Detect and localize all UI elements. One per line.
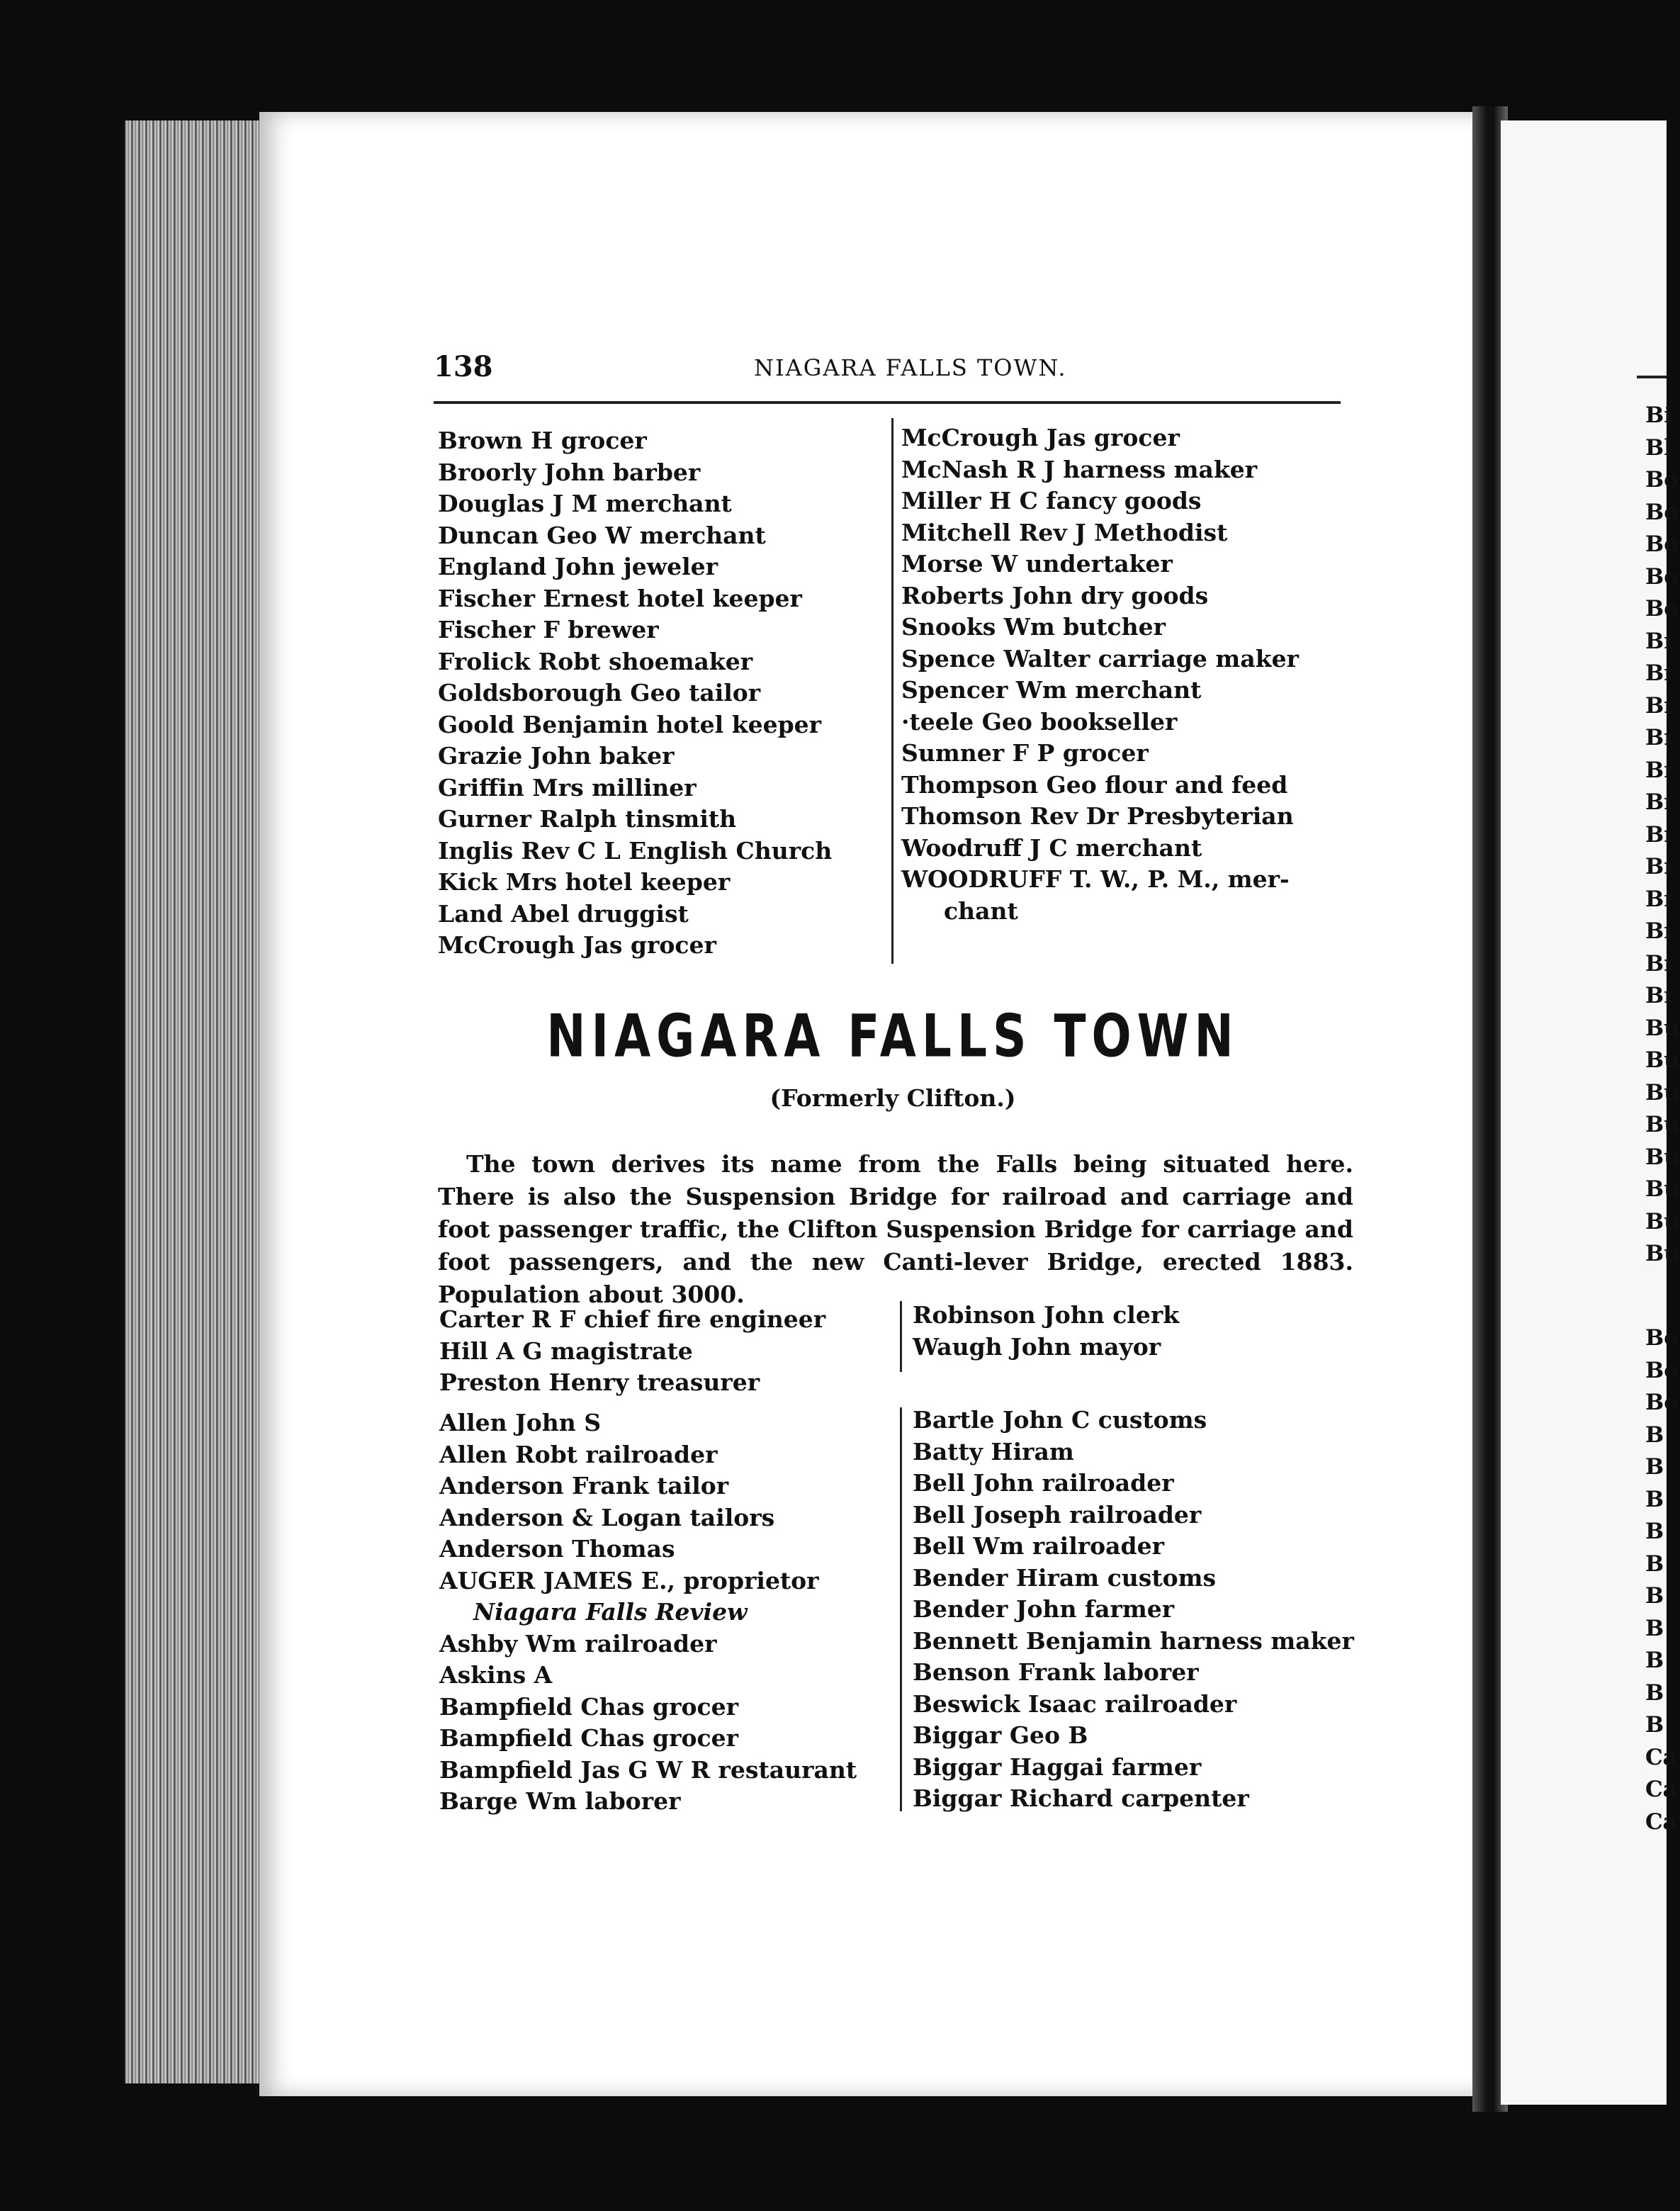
list-item: Woodruff J C merchant (901, 833, 1202, 862)
list-item: Br (1645, 725, 1676, 750)
list-item: Br (1645, 886, 1676, 912)
list-item: Ashby Wm railroader (439, 1629, 717, 1658)
list-item: Ca (1645, 1808, 1677, 1835)
top-right-column (901, 422, 1299, 927)
list-item: B (1645, 1519, 1664, 1544)
list-item: Allen John S (439, 1409, 602, 1436)
list-item: Allen Robt railroader (439, 1440, 718, 1468)
list-item: Sumner F P grocer (901, 739, 1149, 767)
list-item: Bu (1645, 1047, 1680, 1073)
list-item: Beswick Isaac railroader (913, 1689, 1237, 1718)
officials-right (913, 1300, 1179, 1363)
list-item: Kick Mrs hotel keeper (438, 868, 731, 896)
list-item: Bo (1645, 1390, 1679, 1415)
column-divider (900, 1301, 902, 1372)
list-item: Barge Wm laborer (439, 1787, 681, 1815)
list-item: Br (1645, 854, 1676, 879)
list-item: Bo (1645, 499, 1679, 525)
list-item: Carter R F chief fire engineer (439, 1305, 826, 1333)
list-item: Miller H C fancy goods (901, 487, 1202, 514)
list-item: Goold Benjamin hotel keeper (438, 710, 822, 738)
book-page-edges (125, 120, 266, 2083)
list-item: Inglis Rev C L English Church (438, 836, 833, 865)
list-item: Anderson Thomas (439, 1535, 675, 1563)
section-title: NIAGARA FALLS TOWN (546, 1002, 1239, 1071)
list-item: Bu (1645, 1015, 1680, 1041)
list-item: England John jeweler (438, 553, 718, 580)
list-item: Grazie John baker (438, 742, 675, 770)
list-item: Bo (1645, 563, 1679, 590)
list-item: Br (1645, 757, 1676, 783)
list-item: Frolick Robt shoemaker (438, 647, 753, 675)
list-item: Biggar Geo B (913, 1721, 1088, 1749)
list-item: Waugh John mayor (913, 1332, 1161, 1361)
page-number: 138 (434, 350, 493, 383)
list-item: Gurner Ralph tinsmith (438, 805, 737, 833)
list-item: Spencer Wm merchant (901, 676, 1202, 704)
list-item: Bampfield Chas grocer (439, 1724, 739, 1752)
list-item: Bu (1645, 1176, 1680, 1202)
list-item: Askins A (439, 1661, 553, 1689)
bottom-left-column (439, 1407, 857, 1818)
list-item: Br (1645, 950, 1676, 977)
list-item: B (1645, 1454, 1664, 1480)
list-item: Br (1645, 821, 1676, 848)
list-item: Bampfield Jas G W R restaurant (439, 1755, 857, 1784)
column-divider (891, 418, 893, 964)
list-item: Anderson & Logan tailors (439, 1503, 775, 1531)
list-item: Batty Hiram (913, 1437, 1074, 1465)
facing-page-top-fragments (1645, 400, 1680, 1271)
list-item: Bu (1645, 1241, 1680, 1266)
section-subtitle: (Formerly Clifton.) (769, 1084, 1016, 1112)
list-item: Bell Wm railroader (913, 1532, 1164, 1560)
list-item: Roberts John dry goods (901, 581, 1209, 609)
list-item: Bu (1645, 1208, 1680, 1234)
list-item: ·teele Geo bookseller (901, 707, 1178, 736)
list-item: McCrough Jas grocer (901, 424, 1180, 451)
list-item: Bo (1645, 1325, 1679, 1351)
paragraph-text: The town derives its name from the Falls being situated here. There is also the Suspension Bridge for railroad and carriage and foot passenger traffic, the Clifton Suspension Bridge for carriage and foot passengers, and the new Canti-lever Bridge, erected 1883. Population about 3000. (438, 1150, 1353, 1308)
right-page-partial (1501, 120, 1667, 2105)
list-item: Bennett Benjamin harness maker (913, 1626, 1354, 1655)
list-item: Benson Frank laborer (913, 1658, 1199, 1686)
officials-left (439, 1304, 825, 1399)
list-item: Bo (1645, 531, 1679, 557)
list-item: Fischer F brewer (438, 616, 659, 643)
list-item: B (1645, 1583, 1664, 1609)
list-item: WOODRUFF T. W., P. M., mer- (901, 865, 1290, 893)
list-item: Bender John farmer (913, 1595, 1175, 1623)
list-item: Niagara Falls Review (473, 1598, 748, 1626)
list-item: Bu (1645, 1079, 1680, 1106)
list-item: Bo (1645, 467, 1679, 493)
list-item: Ca (1645, 1744, 1677, 1770)
list-item: Douglas J M merchant (438, 490, 732, 517)
top-left-column (438, 425, 832, 962)
list-item: Br (1645, 789, 1676, 815)
list-item: Mitchell Rev J Methodist (901, 518, 1228, 546)
list-item: McCrough Jas grocer (438, 931, 716, 959)
list-item: Spence Walter carriage maker (901, 644, 1299, 673)
list-item: Br (1645, 692, 1676, 719)
list-item: Biggar Richard carpenter (913, 1784, 1249, 1812)
list-item: McNash R J harness maker (901, 455, 1258, 483)
list-item: B (1645, 1422, 1664, 1448)
list-item: B (1645, 1712, 1664, 1738)
list-item: Hill A G magistrate (439, 1337, 693, 1365)
list-item: Bo (1645, 596, 1679, 621)
list-item: Bender Hiram customs (913, 1563, 1217, 1592)
list-item: Bi (1645, 403, 1672, 428)
list-item: AUGER JAMES E., proprietor (439, 1566, 819, 1594)
list-item: chant (944, 896, 1018, 925)
list-item: Goldsborough Geo tailor (438, 679, 761, 707)
list-item: Bl (1645, 434, 1672, 461)
list-item: Fischer Ernest hotel keeper (438, 584, 802, 612)
list-item: Biggar Haggai farmer (913, 1753, 1202, 1781)
list-item: Robinson John clerk (913, 1301, 1180, 1329)
header-rule (434, 401, 1341, 404)
facing-page-rule (1637, 376, 1667, 378)
bottom-right-column (913, 1405, 1354, 1815)
page-header (434, 350, 1341, 393)
list-item: Bu (1645, 1112, 1680, 1137)
running-title: NIAGARA FALLS TOWN. (754, 354, 1067, 381)
list-item: Bell John railroader (913, 1469, 1174, 1497)
list-item: Snooks Wm butcher (901, 613, 1166, 641)
section-paragraph (438, 1148, 1353, 1311)
list-item: Morse W undertaker (901, 550, 1173, 578)
list-item: Duncan Geo W merchant (438, 521, 766, 549)
list-item: Griffin Mrs milliner (438, 773, 697, 801)
list-item: Thompson Geo flour and feed (901, 770, 1288, 799)
list-item: Br (1645, 983, 1676, 1008)
list-item: B (1645, 1680, 1664, 1706)
list-item: Br (1645, 628, 1676, 654)
list-item: Br (1645, 918, 1676, 944)
list-item: B (1645, 1486, 1664, 1512)
list-item: Anderson Frank tailor (439, 1472, 729, 1500)
list-item: Thomson Rev Dr Presbyterian (901, 802, 1294, 830)
list-item: Preston Henry treasurer (439, 1368, 760, 1396)
list-item: Bo (1645, 1357, 1679, 1383)
list-item: Bampfield Chas grocer (439, 1692, 739, 1721)
list-item: B (1645, 1648, 1664, 1673)
facing-page-bottom-fragments (1645, 1322, 1679, 1838)
list-item: Land Abel druggist (438, 899, 689, 928)
list-item: Bell Joseph railroader (913, 1500, 1202, 1529)
list-item: Ca (1645, 1777, 1677, 1802)
list-item: Bu (1645, 1144, 1680, 1170)
list-item: Br (1645, 660, 1676, 686)
list-item: B (1645, 1551, 1664, 1577)
list-item: Bartle John C customs (913, 1406, 1207, 1434)
list-item: B (1645, 1615, 1664, 1641)
column-divider (900, 1407, 902, 1811)
list-item: Brown H grocer (438, 427, 647, 454)
list-item: Broorly John barber (438, 458, 701, 486)
